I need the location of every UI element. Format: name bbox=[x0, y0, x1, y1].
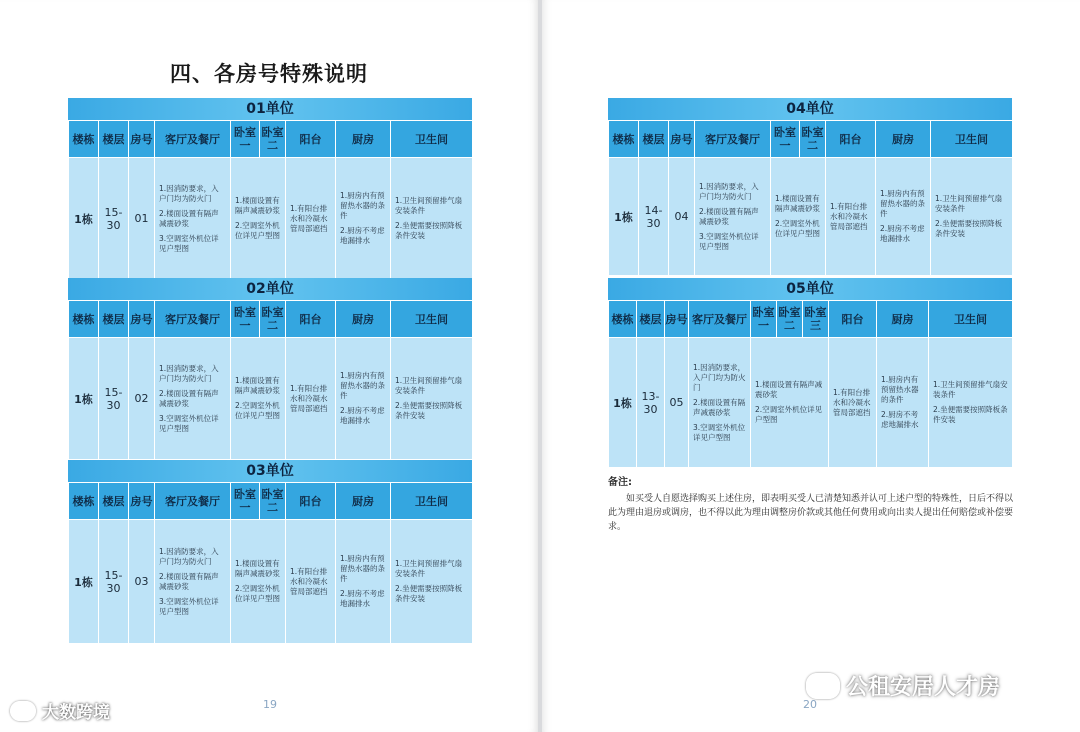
page-title: 四、各房号特殊说明 bbox=[170, 62, 368, 86]
bedroom-cell: 1.楼面设置有隔声减震砂浆 2.空调室外机位详见户型图 bbox=[231, 158, 286, 280]
col-floor: 楼层 bbox=[99, 483, 129, 520]
col-floor: 楼层 bbox=[639, 121, 669, 158]
room-cell: 04 bbox=[669, 158, 695, 276]
floor-cell: 14-30 bbox=[639, 158, 669, 276]
balcony-cell: 1.有阳台排水和冷凝水管局部遮挡 bbox=[286, 338, 336, 460]
col-bedroom-1: 卧室 一 bbox=[231, 483, 260, 520]
unit-01-table bbox=[68, 120, 473, 280]
unit-title: 03单位 bbox=[68, 460, 472, 482]
room-cell: 05 bbox=[665, 338, 689, 468]
col-living: 客厅及餐厅 bbox=[155, 301, 231, 338]
unit-title: 05单位 bbox=[608, 278, 1012, 300]
col-kitchen: 厨房 bbox=[336, 483, 391, 520]
header-row bbox=[69, 483, 473, 520]
table-row bbox=[69, 158, 473, 280]
watermark-left bbox=[10, 698, 110, 723]
col-living: 客厅及餐厅 bbox=[689, 301, 751, 338]
page-number-left: 19 bbox=[263, 698, 277, 711]
col-kitchen: 厨房 bbox=[336, 121, 391, 158]
table-row bbox=[69, 520, 473, 644]
unit-title: 04单位 bbox=[608, 98, 1012, 120]
building-cell: 1栋 bbox=[609, 338, 637, 468]
col-balcony: 阳台 bbox=[826, 121, 876, 158]
col-kitchen: 厨房 bbox=[336, 301, 391, 338]
col-room: 房号 bbox=[669, 121, 695, 158]
remark-text: 如买受人自愿选择购买上述住房，即表明买受人已清楚知悉并认可上述户型的特殊性，日后不得以此为理由退房或调房，也不得以此为理由调整房价款或其他任何费用或向出卖人提出任何赔偿或补偿要求。 bbox=[608, 494, 1014, 532]
unit-03-block bbox=[68, 460, 472, 644]
building-cell: 1栋 bbox=[69, 338, 99, 460]
col-balcony: 阳台 bbox=[286, 121, 336, 158]
col-bath: 卫生间 bbox=[931, 121, 1013, 158]
balcony-cell: 1.有阳台排水和冷凝水管局部遮挡 bbox=[829, 338, 877, 468]
unit-02-table bbox=[68, 300, 473, 460]
header-row bbox=[69, 121, 473, 158]
bath-cell: 1.卫生间预留排气扇安装条件 2.坐便需要按照降板条件安装 bbox=[931, 158, 1013, 276]
floor-cell: 15-30 bbox=[99, 338, 129, 460]
floor-cell: 13-30 bbox=[637, 338, 665, 468]
watermark-logo-icon bbox=[10, 701, 36, 721]
unit-05-table bbox=[608, 300, 1013, 468]
col-living: 客厅及餐厅 bbox=[695, 121, 771, 158]
bedroom-cell: 1.楼面设置有隔声减震砂浆 2.空调室外机位详见户型图 bbox=[771, 158, 826, 276]
header-row bbox=[69, 301, 473, 338]
col-bedroom-1: 卧室 一 bbox=[751, 301, 777, 338]
col-building: 楼栋 bbox=[69, 301, 99, 338]
room-cell: 02 bbox=[129, 338, 155, 460]
balcony-cell: 1.有阳台排水和冷凝水管局部遮挡 bbox=[286, 520, 336, 644]
col-bath: 卫生间 bbox=[391, 483, 473, 520]
watermark-right-text: 公租安居人才房 bbox=[846, 675, 1001, 700]
watermark-right bbox=[806, 670, 1000, 701]
unit-02-block bbox=[68, 278, 472, 460]
bedroom-cell: 1.楼面设置有隔声减震砂浆 2.空调室外机位详见户型图 bbox=[231, 338, 286, 460]
table-row bbox=[69, 338, 473, 460]
bedroom-cell: 1.楼面设置有隔声减震砂浆 2.空调室外机位详见户型图 bbox=[231, 520, 286, 644]
col-bedroom-2: 卧室 二 bbox=[777, 301, 803, 338]
bath-cell: 1.卫生间预留排气扇安装条件 2.坐便需要按照降板条件安装 bbox=[391, 520, 473, 644]
unit-title: 01单位 bbox=[68, 98, 472, 120]
kitchen-cell: 1.厨房内有预留热水器的条件 2.厨房不考虑地漏排水 bbox=[336, 520, 391, 644]
col-bedroom-2: 卧室 二 bbox=[260, 121, 286, 158]
living-cell: 1.因消防要求，入户门均为防火门 2.楼面设置有隔声减震砂浆 3.空调室外机位详见户型图 bbox=[695, 158, 771, 276]
floor-cell: 15-30 bbox=[99, 158, 129, 280]
col-bedroom-1: 卧室 一 bbox=[231, 121, 260, 158]
col-balcony: 阳台 bbox=[829, 301, 877, 338]
bath-cell: 1.卫生间预留排气扇安装条件 2.坐便需要按照降板条件安装 bbox=[929, 338, 1013, 468]
watermark-left-text: 大数跨境 bbox=[42, 703, 110, 723]
col-bath: 卫生间 bbox=[929, 301, 1013, 338]
col-room: 房号 bbox=[129, 301, 155, 338]
header-row bbox=[609, 121, 1013, 158]
col-bath: 卫生间 bbox=[391, 121, 473, 158]
room-cell: 03 bbox=[129, 520, 155, 644]
kitchen-cell: 1.厨房内有预留热水器的条件 2.厨房不考虑地漏排水 bbox=[336, 338, 391, 460]
col-floor: 楼层 bbox=[99, 121, 129, 158]
living-cell: 1.因消防要求，入户门均为防火门 2.楼面设置有隔声减震砂浆 3.空调室外机位详见户型图 bbox=[155, 158, 231, 280]
unit-05-block bbox=[608, 278, 1012, 468]
col-balcony: 阳台 bbox=[286, 301, 336, 338]
floor-cell: 15-30 bbox=[99, 520, 129, 644]
col-living: 客厅及餐厅 bbox=[155, 121, 231, 158]
bedroom-cell: 1.楼面设置有隔声减震砂浆 2.空调室外机位详见户型图 bbox=[751, 338, 829, 468]
table-row bbox=[609, 158, 1013, 276]
building-cell: 1栋 bbox=[69, 520, 99, 644]
building-cell: 1栋 bbox=[69, 158, 99, 280]
remark-section bbox=[608, 476, 1013, 534]
col-bedroom-2: 卧室 二 bbox=[260, 483, 286, 520]
col-bedroom-1: 卧室 一 bbox=[771, 121, 800, 158]
unit-01-block bbox=[68, 98, 472, 280]
unit-04-block bbox=[608, 98, 1012, 276]
col-bath: 卫生间 bbox=[391, 301, 473, 338]
living-cell: 1.因消防要求，入户门均为防火门 2.楼面设置有隔声减震砂浆 3.空调室外机位详见户型图 bbox=[155, 338, 231, 460]
page-number-right: 20 bbox=[803, 698, 817, 711]
col-floor: 楼层 bbox=[637, 301, 665, 338]
col-room: 房号 bbox=[665, 301, 689, 338]
kitchen-cell: 1.厨房内有预留热水器的条件 2.厨房不考虑地漏排水 bbox=[876, 158, 931, 276]
building-cell: 1栋 bbox=[609, 158, 639, 276]
bath-cell: 1.卫生间预留排气扇安装条件 2.坐便需要按照降板条件安装 bbox=[391, 158, 473, 280]
table-row bbox=[609, 338, 1013, 468]
col-building: 楼栋 bbox=[609, 121, 639, 158]
unit-04-table bbox=[608, 120, 1013, 276]
kitchen-cell: 1.厨房内有预留热水器的条件 2.厨房不考虑地漏排水 bbox=[336, 158, 391, 280]
unit-title: 02单位 bbox=[68, 278, 472, 300]
balcony-cell: 1.有阳台排水和冷凝水管局部遮挡 bbox=[286, 158, 336, 280]
balcony-cell: 1.有阳台排水和冷凝水管局部遮挡 bbox=[826, 158, 876, 276]
col-bedroom-2: 卧室 二 bbox=[800, 121, 826, 158]
room-cell: 01 bbox=[129, 158, 155, 280]
col-kitchen: 厨房 bbox=[877, 301, 929, 338]
col-room: 房号 bbox=[129, 483, 155, 520]
col-kitchen: 厨房 bbox=[876, 121, 931, 158]
col-bedroom-2: 卧室 二 bbox=[260, 301, 286, 338]
col-living: 客厅及餐厅 bbox=[155, 483, 231, 520]
bath-cell: 1.卫生间预留排气扇安装条件 2.坐便需要按照降板条件安装 bbox=[391, 338, 473, 460]
col-building: 楼栋 bbox=[609, 301, 637, 338]
unit-03-table bbox=[68, 482, 473, 644]
col-bedroom-3: 卧室 三 bbox=[803, 301, 829, 338]
wechat-icon bbox=[806, 673, 840, 699]
col-bedroom-1: 卧室 一 bbox=[231, 301, 260, 338]
remark-label: 备注: bbox=[608, 477, 632, 488]
kitchen-cell: 1.厨房内有预留热水器的条件 2.厨房不考虑地漏排水 bbox=[877, 338, 929, 468]
col-building: 楼栋 bbox=[69, 121, 99, 158]
living-cell: 1.因消防要求，入户门均为防火门 2.楼面设置有隔声减震砂浆 3.空调室外机位详见户型图 bbox=[155, 520, 231, 644]
col-balcony: 阳台 bbox=[286, 483, 336, 520]
header-row bbox=[609, 301, 1013, 338]
living-cell: 1.因消防要求，入户门均为防火门 2.楼面设置有隔声减震砂浆 3.空调室外机位详见户型图 bbox=[689, 338, 751, 468]
col-room: 房号 bbox=[129, 121, 155, 158]
col-building: 楼栋 bbox=[69, 483, 99, 520]
col-floor: 楼层 bbox=[99, 301, 129, 338]
